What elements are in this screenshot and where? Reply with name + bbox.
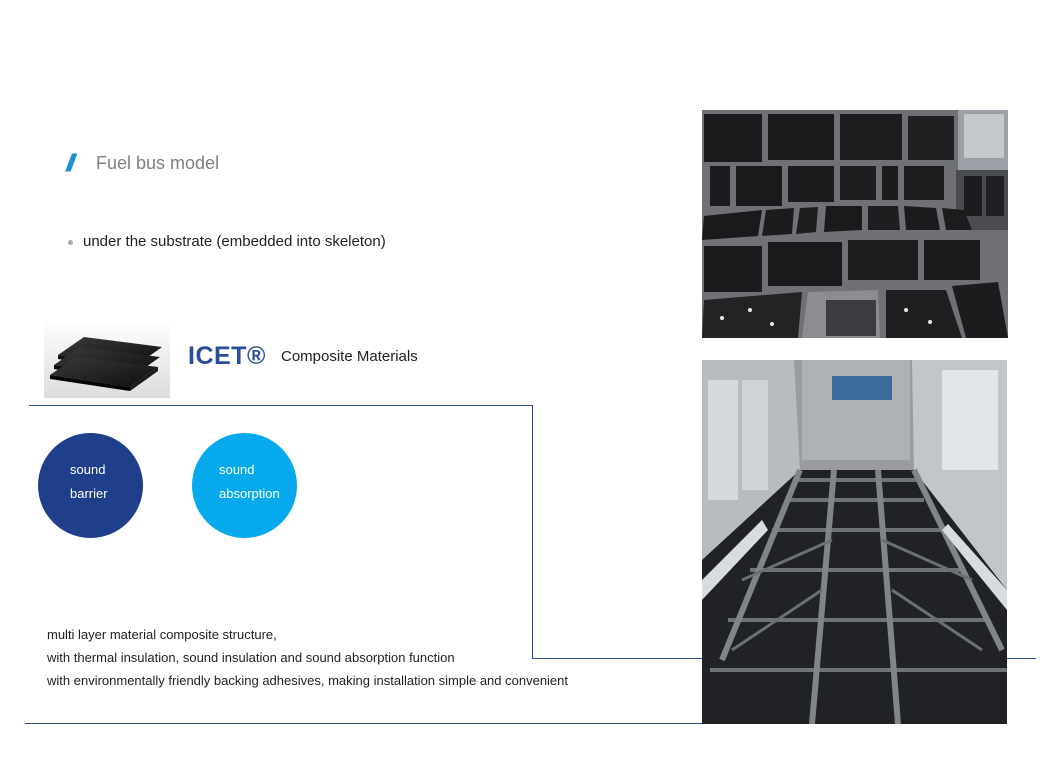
feature-label-line2: absorption — [219, 486, 280, 501]
title-marker: // — [66, 150, 72, 177]
description-line: multi layer material composite structure, — [47, 627, 277, 642]
divider-vertical — [532, 405, 533, 658]
bus-frame-photo — [702, 360, 1007, 724]
feature-label-line2: barrier — [70, 486, 108, 501]
product-sample-image — [44, 319, 170, 398]
brand-logo-text: ICET® — [188, 342, 266, 370]
bullet-text: under the substrate (embedded into skeleton) — [83, 233, 386, 250]
divider-top — [29, 405, 532, 406]
divider-middle — [532, 658, 702, 659]
feature-label-line1: sound — [219, 462, 255, 477]
feature-label-line1: sound — [70, 462, 106, 477]
page-title: Fuel bus model — [96, 153, 220, 173]
brand-subtitle: Composite Materials — [281, 348, 418, 365]
divider-bottom — [25, 723, 702, 724]
description-line: with environmentally friendly backing adhesives, making installation simple and convenient — [47, 673, 569, 688]
bus-interior-photo — [702, 110, 1008, 338]
divider-middle-right — [1007, 658, 1036, 659]
feature-circle-sound-barrier — [38, 433, 143, 538]
feature-circle-sound-absorption — [192, 433, 297, 538]
bullet-dot-icon — [68, 240, 73, 245]
description-line: with thermal insulation, sound insulation and sound absorption function — [47, 650, 455, 665]
